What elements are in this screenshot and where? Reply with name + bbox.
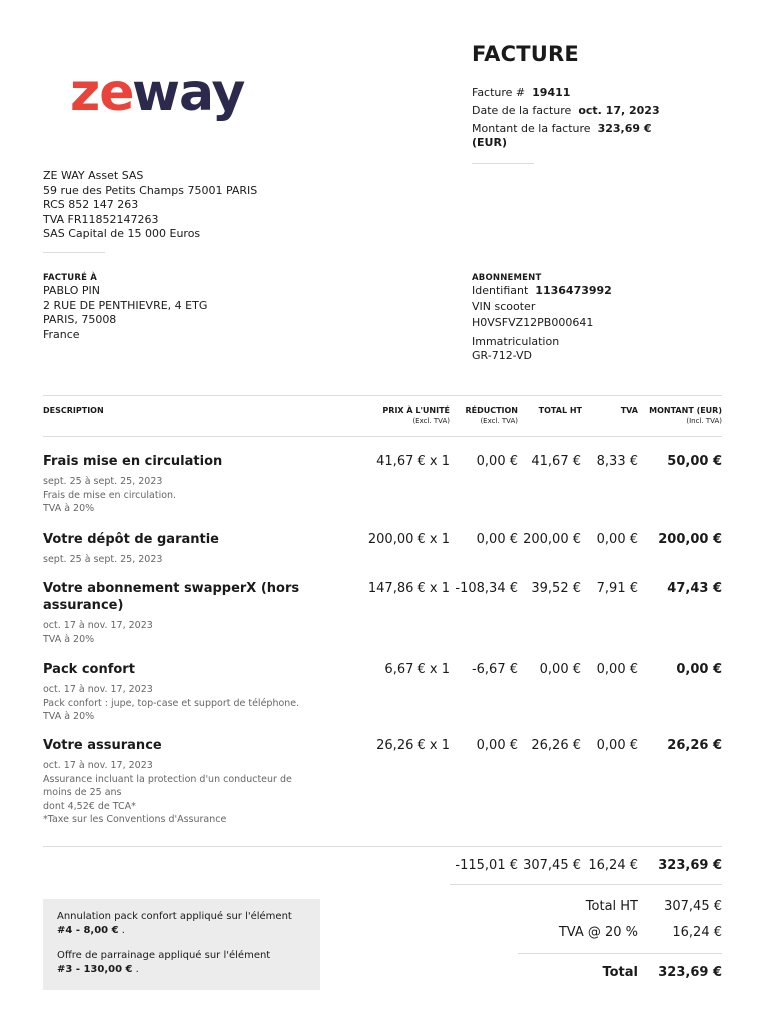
line-item-total-ht: 0,00 € [539, 662, 581, 677]
line-item-total-ht: 26,26 € [531, 738, 581, 753]
line-item-amount: 26,26 € [667, 738, 722, 753]
line-item-details: sept. 25 à sept. 25, 2023 [43, 554, 163, 565]
line-item-tva: 7,91 € [596, 581, 638, 596]
line-item-title: Votre assurance [43, 738, 162, 753]
totals-rule [43, 846, 722, 847]
summary-tva-label: TVA @ 20 % [558, 925, 638, 940]
col-header-unit-price: PRIX À L'UNITÉ (Excl. TVA) [382, 406, 450, 425]
line-item-discount: -108,34 € [455, 581, 518, 596]
line-item-total-ht: 39,52 € [531, 581, 581, 596]
line-item-title: Frais mise en circulation [43, 454, 223, 469]
line-item-tva: 0,00 € [596, 532, 638, 547]
line-item-details: sept. 25 à sept. 25, 2023 Frais de mise en circulation. TVA à 20% [43, 476, 177, 514]
line-item-discount: 0,00 € [476, 738, 518, 753]
table-header-rule [43, 436, 722, 437]
invoice-title: FACTURE [472, 42, 579, 66]
line-item-tva: 0,00 € [596, 662, 638, 677]
line-item-details: oct. 17 à nov. 17, 2023 TVA à 20% [43, 620, 153, 645]
billed-to: FACTURÉ À PABLO PIN 2 RUE DE PENTHIEVRE, 4 ETG PARIS, 75008 France [43, 273, 208, 341]
line-item-title: Votre abonnement swapperX (hors assurance) [43, 581, 300, 613]
line-item-title: Votre dépôt de garantie [43, 532, 220, 547]
svg-text:ze: ze [70, 66, 134, 122]
summary-total-label: Total [602, 965, 638, 980]
totals-tva: 16,24 € [588, 858, 638, 873]
subscription-info: ABONNEMENT Identifiant 1136473992 VIN scooter H0VSFVZ12PB000641 Immatriculation GR-712-VD [472, 273, 612, 362]
invoice-amount: Montant de la facture 323,69 € (EUR) [472, 122, 652, 149]
invoice-date: Date de la facture oct. 17, 2023 [472, 104, 660, 117]
line-item-discount: -6,67 € [471, 662, 518, 677]
col-header-discount: RÉDUCTION (Excl. TVA) [465, 406, 518, 425]
line-item-unit-price: 147,86 € x 1 [367, 581, 450, 596]
line-item-unit-price: 41,67 € x 1 [376, 454, 450, 469]
line-item-discount: 0,00 € [476, 532, 518, 547]
col-header-description: DESCRIPTION [43, 406, 104, 415]
summary-total-ht-label: Total HT [585, 899, 638, 914]
line-item-amount: 0,00 € [676, 662, 722, 677]
discount-notes: Annulation pack confort appliqué sur l'élément #4 - 8,00 € . Offre de parrainage appliqué sur l'élément #3 - 130,00 € . [43, 899, 320, 990]
summary-tva: 16,24 € [672, 925, 722, 940]
line-item-title: Pack confort [43, 662, 135, 677]
line-item-discount: 0,00 € [476, 454, 518, 469]
line-item-unit-price: 26,26 € x 1 [376, 738, 450, 753]
line-item-tva: 8,33 € [596, 454, 638, 469]
line-item-unit-price: 200,00 € x 1 [367, 532, 450, 547]
line-item-amount: 200,00 € [658, 532, 722, 547]
line-item-tva: 0,00 € [596, 738, 638, 753]
zeway-logo [70, 66, 266, 122]
col-header-amount: MONTANT (EUR) (Incl. TVA) [649, 406, 722, 425]
totals-discount: -115,01 € [455, 858, 518, 873]
table-top-rule [43, 395, 722, 396]
divider [43, 252, 105, 253]
summary-total: 323,69 € [658, 965, 722, 980]
line-item-amount: 47,43 € [667, 581, 722, 596]
line-item-total-ht: 200,00 € [523, 532, 581, 547]
line-item-total-ht: 41,67 € [531, 454, 581, 469]
svg-text:way: way [132, 66, 245, 122]
totals-total-ht: 307,45 € [523, 858, 581, 873]
divider [450, 884, 722, 885]
line-item-details: oct. 17 à nov. 17, 2023 Assurance incluant la protection d'un conducteur de moins de 25 ans dont 4,52€ de TCA* *Taxe sur les Conventions d'Assurance [43, 760, 292, 825]
divider [518, 953, 722, 954]
line-item-amount: 50,00 € [667, 454, 722, 469]
divider [472, 163, 534, 164]
company-address: ZE WAY Asset SAS 59 rue des Petits Champs 75001 PARIS RCS 852 147 263 TVA FR11852147263 SAS Capital de 15 000 Euros [43, 169, 258, 240]
col-header-total-ht: TOTAL HT [538, 406, 582, 415]
invoice-number: Facture # 19411 [472, 86, 571, 99]
summary-total-ht: 307,45 € [664, 899, 722, 914]
col-header-tva: TVA [620, 406, 638, 415]
line-item-unit-price: 6,67 € x 1 [384, 662, 450, 677]
line-item-details: oct. 17 à nov. 17, 2023 Pack confort : jupe, top-case et support de téléphone. TVA à 20% [43, 684, 300, 722]
totals-amount: 323,69 € [658, 858, 722, 873]
